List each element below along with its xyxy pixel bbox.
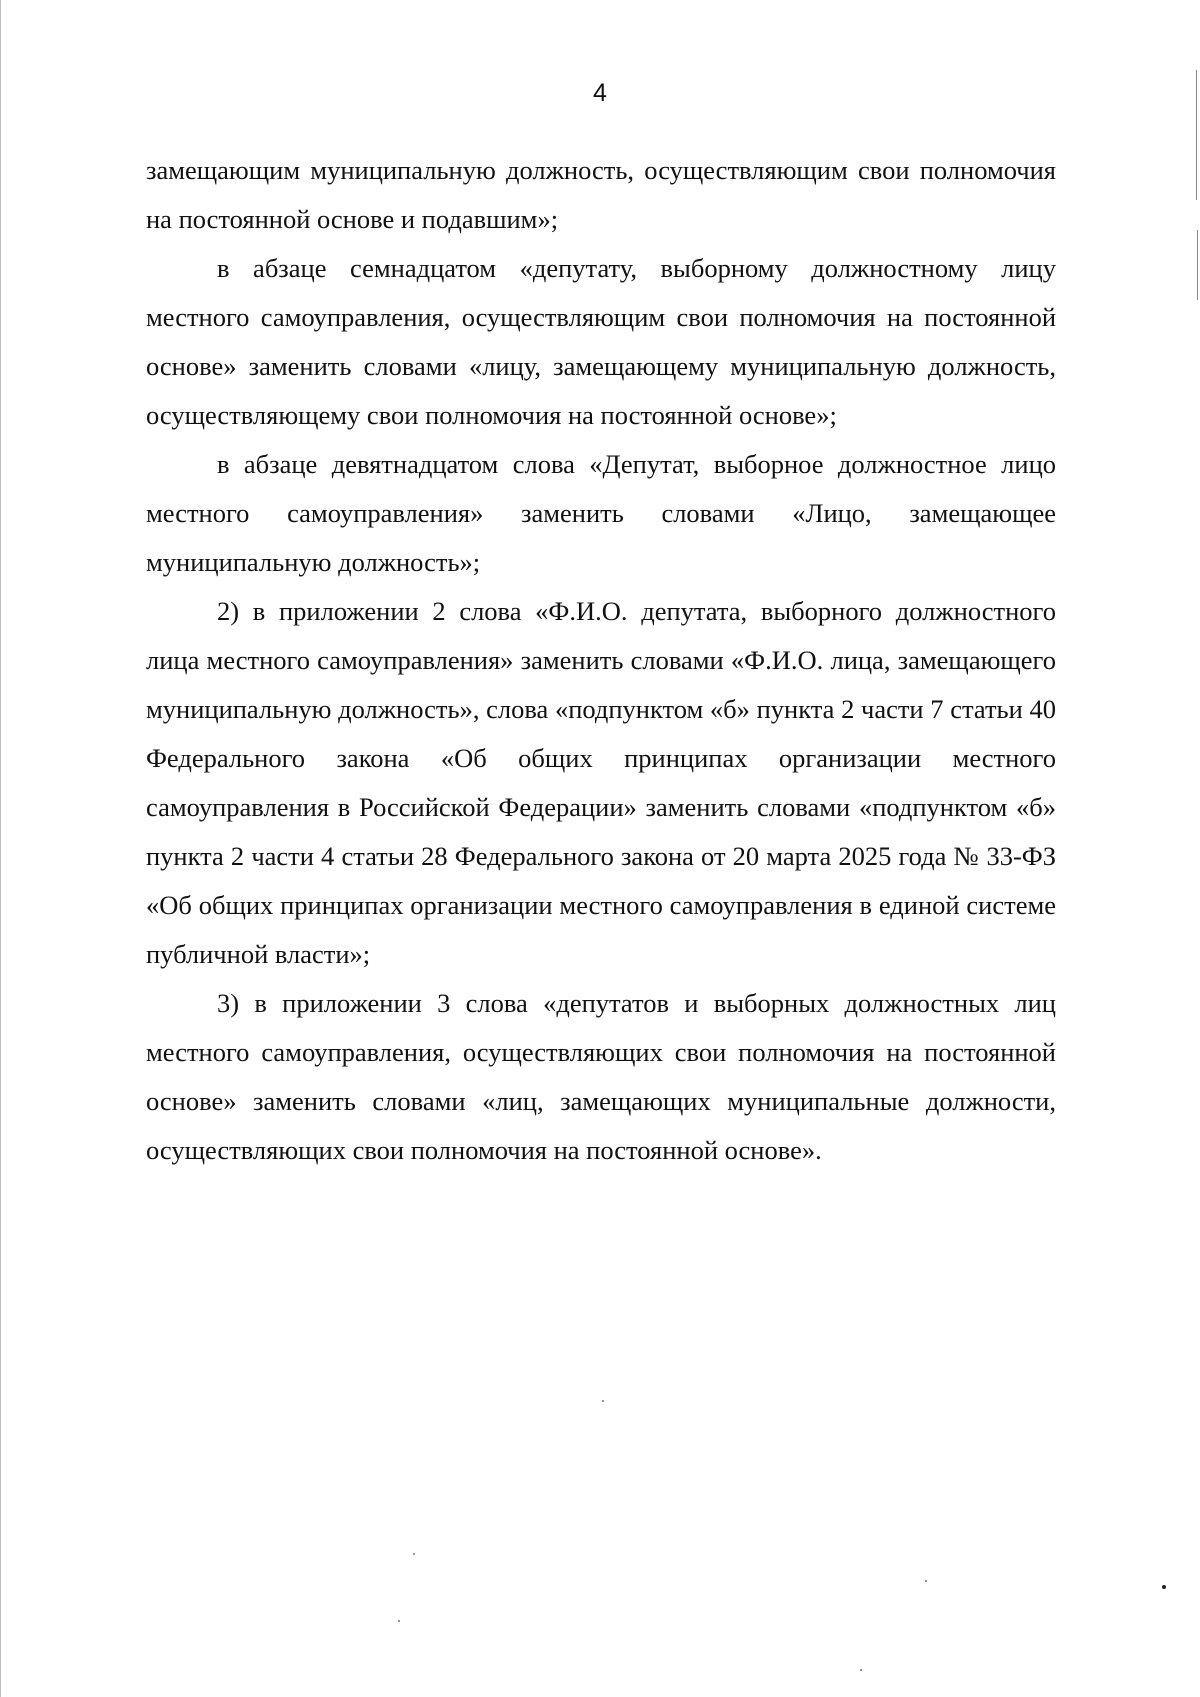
scan-speck [413,1553,415,1555]
scan-speck [925,1580,927,1582]
paragraph: в абзаце семнадцатом «депутату, выборному должностному лицу местного самоуправления, осуществляющим свои полномочия на постоянной основе» заменить словами «лицу, замещающему муниципальную должность, осуществляющему свои полномочия на постоянной основе»; [146,253,1056,430]
paragraph: 2) в приложении 2 слова «Ф.И.О. депутата, выборного должностного лица местного самоуправления» заменить словами «Ф.И.О. лица, замещающего муниципальную должность», слова «подпунктом «б» пункта 2 части 7 статьи 40 Федерального закона «Об общих принципах организации местного самоуправления в Российской Федерации» заменить словами «подпунктом «б» пункта 2 части 4 статьи 28 Федерального закона от 20 марта 2025 года № 33-ФЗ «Об общих принципах организации местного самоуправления в единой системе публичной власти»; [146,596,1056,969]
paragraph: замещающим муниципальную должность, осуществляющим свои полномочия на постоянной основе и подавшим»; [146,155,1056,234]
scan-right-edge-mark [1197,230,1198,300]
document-body [146,146,1056,1175]
scan-speck [398,1620,400,1622]
page-number: 4 [593,79,607,107]
scan-speck [860,1669,862,1671]
scan-left-edge [0,0,1,1697]
paragraph: в абзаце девятнадцатом слова «Депутат, выборное должностное лицо местного самоуправления» заменить словами «Лицо, замещающее муниципальную должность»; [146,449,1056,577]
paragraph: 3) в приложении 3 слова «депутатов и выборных должностных лиц местного самоуправления, осуществляющих свои полномочия на постоянной основе» заменить словами «лиц, замещающих муниципальные должности, осуществляющих свои полномочия на постоянной основе». [146,988,1056,1165]
scan-speck [1162,1585,1166,1589]
scan-speck [602,1400,604,1402]
